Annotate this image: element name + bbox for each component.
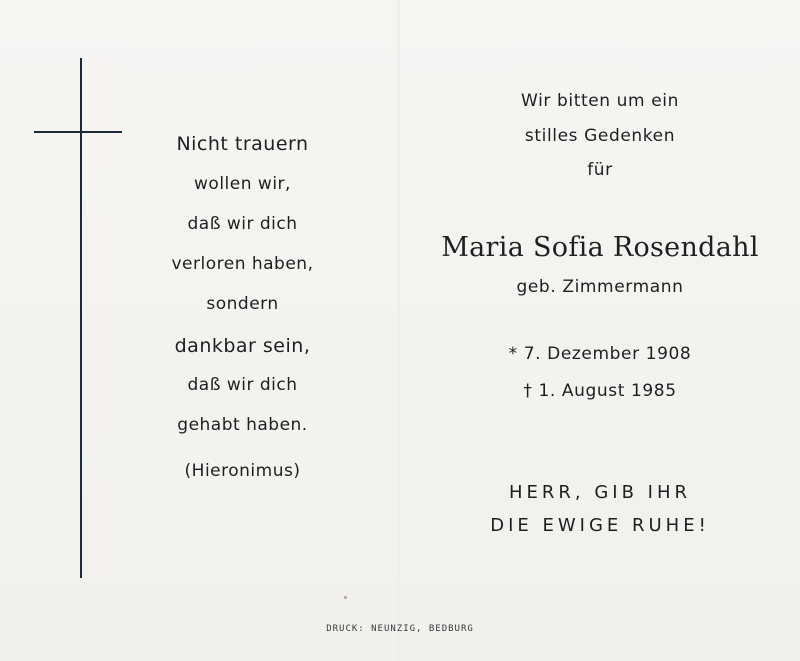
deceased-name: Maria Sofia Rosendahl [441,232,759,263]
center-fold [398,0,400,661]
request-line: für [587,160,613,180]
request-line: Wir bitten um ein [521,91,679,111]
poem-line: verloren haben, [171,254,314,274]
maiden-name: geb. Zimmermann [516,277,684,297]
poem-author: (Hieronimus) [184,461,301,481]
poem-line: wollen wir, [194,174,291,194]
cross-vertical-bar [80,58,82,578]
birth-date: * 7. Dezember 1908 [508,344,692,364]
paper-speck [344,596,347,599]
printer-imprint: DRUCK: NEUNZIG, BEDBURG [326,624,474,634]
request-line: stilles Gedenken [524,126,676,146]
poem-line: daß wir dich [187,375,298,395]
poem-line: dankbar sein, [174,335,311,357]
prayer-line: HERR, GIB IHR [508,482,692,503]
poem-line: gehabt haben. [177,415,308,435]
poem-line: Nicht trauern [176,133,309,155]
prayer-line: DIE EWIGE RUHE! [490,515,710,536]
poem-line: sondern [206,294,279,314]
death-date: † 1. August 1985 [523,381,677,401]
cross-horizontal-bar [34,131,122,133]
poem-line: daß wir dich [187,214,298,234]
